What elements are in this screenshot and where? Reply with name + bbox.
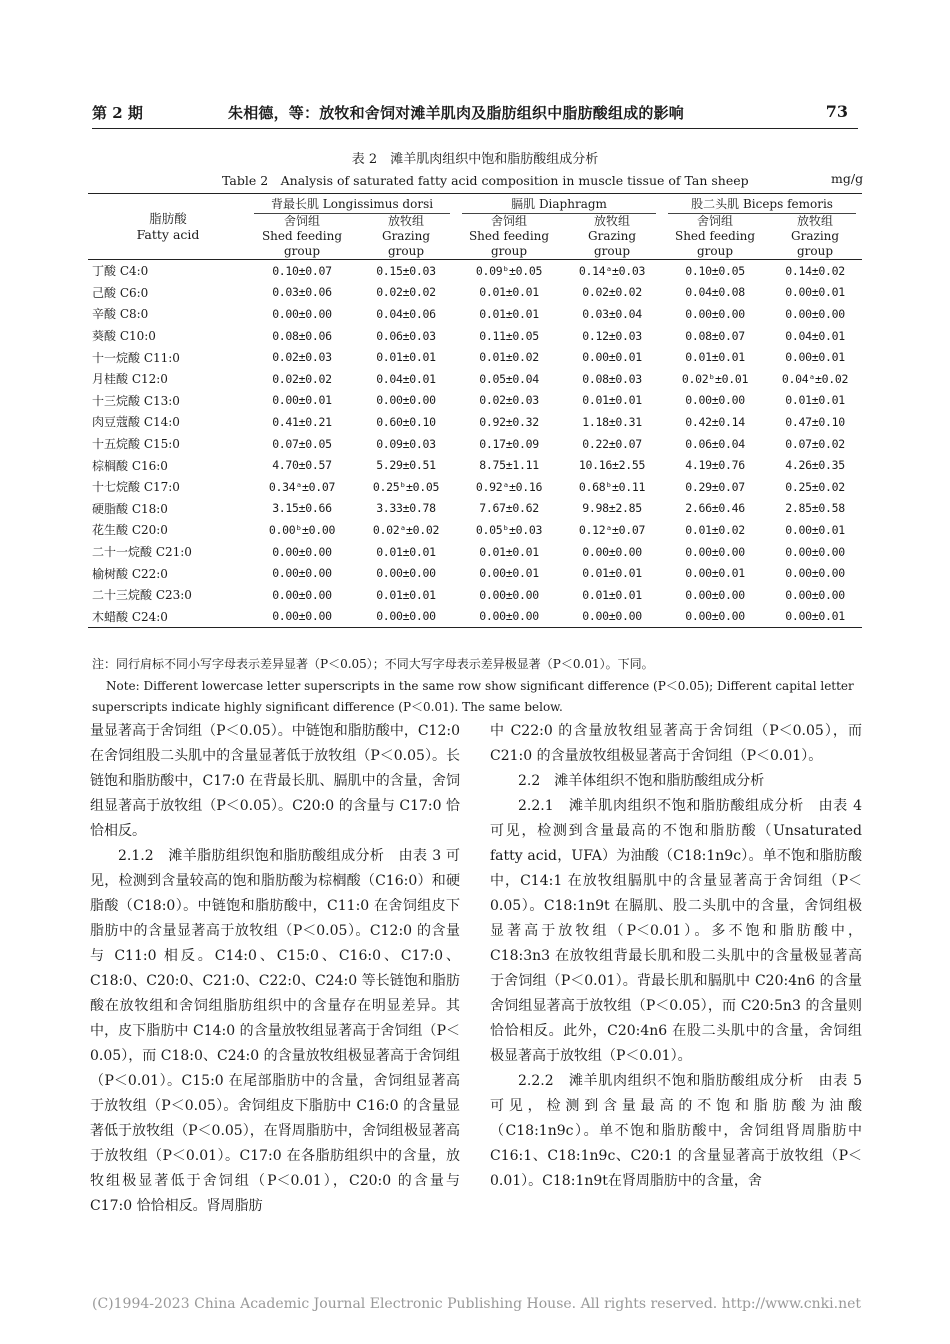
fatty-acid-name: 木蜡酸 C24:0 [88, 606, 248, 628]
body-paragraph: 2.2.2 滩羊肌肉组织不饱和脂肪酸组成分析 由表 5 可见，检测到含量最高的不饱和脂肪酸为油酸（C18:1n9c）。单不饱和脂肪酸中，舍饲组肾周脂肪中 C16:1、C18:1n9c、C20:1 的含量显著高于放牧组（P＜0.01）。C18:1n9t在肾周脂肪中的含量，舍 [490, 1073, 862, 1189]
value-cell: 2.66±0.46 [685, 501, 745, 516]
fatty-acid-name: 十三烷酸 C13:0 [92, 393, 180, 408]
value-cell: 0.01±0.01 [582, 393, 642, 408]
value-cell: 0.00±0.00 [356, 606, 456, 628]
group-header-biceps: 股二头肌 Biceps femoris [662, 194, 862, 215]
table-note-en: Note: Different lowercase letter superscripts in the same row show significant difference (P＜0.05); Different capital letter superscripts indicate highly significant difference (P＜0.01). The same below. [92, 679, 854, 714]
fatty-acid-name: 月桂酸 C12:0 [92, 372, 168, 387]
value-cell: 0.25±0.02 [785, 479, 845, 494]
value-cell: 0.04±0.01 [376, 371, 436, 386]
value-cell: 0.10±0.07 [272, 263, 332, 278]
value-cell: 0.00±0.00 [456, 606, 562, 628]
value-cell: 0.14ᵃ±0.03 [578, 263, 646, 278]
body-paragraph: 中 C22:0 的含量放牧组显著高于舍饲组（P＜0.05），而 C21:0 的含量放牧组极显著高于舍饲组（P＜0.01）。 [490, 723, 862, 764]
body-column-left [90, 719, 460, 1219]
value-cell: 0.00±0.00 [685, 306, 745, 321]
value-cell: 0.09±0.03 [376, 436, 436, 451]
value-cell: 0.04±0.08 [685, 285, 745, 300]
value-cell: 0.34ᵃ±0.07 [268, 479, 336, 494]
body-paragraph: 2.2 滩羊体组织不饱和脂肪酸组成分析 [518, 773, 765, 789]
subheader-3: 放牧组 Grazing group [562, 214, 662, 260]
body-paragraph: 量显著高于舍饲组（P＜0.05）。中链饱和脂肪酸中，C12:0 在舍饲组股二头肌中的含量显著低于放牧组（P＜0.05）。长链饱和脂肪酸中，C17:0 在背最长肌、膈肌中的含量，舍饲组显著高于放牧组（P＜0.05）。C20:0 的含量与 C17:0 恰恰相反。 [90, 723, 460, 839]
value-cell: 0.00±0.00 [785, 587, 845, 602]
table-note-cn: 注：同行肩标不同小写字母表示差异显著（P＜0.05）；不同大写字母表示差异极显著（P＜0.01）。下同。 [92, 657, 654, 671]
value-cell: 0.00±0.01 [685, 566, 745, 581]
value-cell: 0.02ᵇ±0.01 [681, 371, 749, 386]
value-cell: 0.01±0.02 [685, 522, 745, 537]
value-cell: 0.00ᵇ±0.00 [268, 522, 336, 537]
table-row [88, 454, 862, 476]
value-cell: 0.08±0.07 [685, 328, 745, 343]
table-caption-cn: 表 2 滩羊肌肉组织中饱和脂肪酸组成分析 [351, 152, 599, 167]
value-cell: 0.01±0.01 [479, 544, 539, 559]
value-cell: 0.00±0.00 [785, 566, 845, 581]
value-cell: 0.00±0.01 [785, 522, 845, 537]
value-cell: 0.01±0.01 [479, 285, 539, 300]
value-cell: 0.00±0.00 [272, 566, 332, 581]
value-cell: 0.06±0.03 [376, 328, 436, 343]
value-cell: 0.00±0.00 [376, 393, 436, 408]
value-cell: 3.15±0.66 [272, 501, 332, 516]
value-cell: 0.14±0.02 [785, 263, 845, 278]
table-caption-en: Table 2 Analysis of saturated fatty acid composition in muscle tissue of Tan sheep [222, 173, 749, 188]
value-cell: 0.68ᵇ±0.11 [578, 479, 646, 494]
value-cell: 0.60±0.10 [376, 414, 436, 429]
fatty-acid-name: 十七烷酸 C17:0 [92, 480, 180, 495]
value-cell: 0.01±0.01 [582, 587, 642, 602]
value-cell: 0.00±0.00 [662, 606, 768, 628]
subheader-4: 舍饲组 Shed feeding group [662, 214, 768, 260]
value-cell: 8.75±1.11 [479, 458, 539, 473]
subheader-0: 舍饲组 Shed feeding group [248, 214, 356, 260]
running-header [92, 98, 858, 128]
value-cell: 0.00±0.00 [685, 587, 745, 602]
table-row [88, 390, 862, 412]
table-row [88, 303, 862, 325]
body-paragraph: 2.1.2 滩羊脂肪组织饱和脂肪酸组成分析 由表 3 可见，检测到含量较高的饱和脂肪酸为棕榈酸（C16:0）和硬脂酸（C18:0）。中链饱和脂肪酸中，C11:0 在舍饲组皮下脂肪中的含量显著高于放牧组（P＜0.05）。C12:0 的含量与 C11:0 相反。C14:0、C15:0、C16:0、C17:0、C18:0、C20:0、C21:0、C22:0、C24:0 等长链饱和脂肪酸在放牧组和舍饲组脂肪组织中的含量存在明显差异。其中，皮下脂肪中 C14:0 的含量放牧组显著高于舍饲组（P＜0.05），而 C18:0、C24:0 的含量放牧组极显著高于舍饲组（P＜0.01）。C15:0 在尾部脂肪中的含量，舍饲组显著高于放牧组（P＜0.05）。舍饲组皮下脂肪中 C16:0 的含量显著低于放牧组（P＜0.05），在肾周脂肪中，舍饲组极显著高于放牧组（P＜0.01）。C17:0 在各脂肪组织中的含量，放牧组极显著低于舍饲组（P＜0.01），C20:0 的含量与 C17:0 恰恰相反。肾周脂肪 [90, 848, 460, 1214]
value-cell: 0.11±0.05 [479, 328, 539, 343]
value-cell: 0.01±0.02 [479, 350, 539, 365]
fatty-acid-name: 花生酸 C20:0 [92, 523, 168, 538]
fatty-acid-name: 葵酸 C10:0 [92, 329, 156, 344]
value-cell: 0.15±0.03 [376, 263, 436, 278]
value-cell: 0.01±0.01 [376, 350, 436, 365]
value-cell: 0.00±0.01 [768, 606, 862, 628]
value-cell: 0.01±0.01 [785, 393, 845, 408]
value-cell: 0.02±0.02 [582, 285, 642, 300]
group-header-diaphragm: 膈肌 Diaphragm [456, 194, 662, 215]
value-cell: 0.02±0.02 [272, 371, 332, 386]
value-cell: 0.00±0.01 [479, 566, 539, 581]
value-cell: 0.00±0.00 [376, 566, 436, 581]
table-unit: mg/g [831, 171, 864, 186]
value-cell: 4.26±0.35 [785, 458, 845, 473]
value-cell: 7.67±0.62 [479, 501, 539, 516]
page-number: 73 [825, 102, 848, 121]
value-cell: 0.01±0.01 [479, 306, 539, 321]
fatty-acid-name: 己酸 C6:0 [92, 285, 149, 300]
value-cell: 4.19±0.76 [685, 458, 745, 473]
subheader-1: 放牧组 Grazing group [356, 214, 456, 260]
copyright-footer: (C)1994-2023 China Academic Journal Electronic Publishing House. All rights reserved. http://www.cnki.net [92, 1296, 862, 1312]
value-cell: 2.85±0.58 [785, 501, 845, 516]
value-cell: 0.04±0.01 [785, 328, 845, 343]
value-cell: 0.07±0.02 [785, 436, 845, 451]
issue-number: 第 2 期 [92, 104, 143, 122]
value-cell: 0.00±0.01 [272, 393, 332, 408]
value-cell: 4.70±0.57 [272, 458, 332, 473]
running-title: 朱相德，等：放牧和舍饲对滩羊肌肉及脂肪组织中脂肪酸组成的影响 [228, 104, 685, 122]
subheader-5: 放牧组 Grazing group [768, 214, 862, 260]
fatty-acid-name: 硬脂酸 C18:0 [92, 501, 168, 516]
value-cell: 0.92ᵃ±0.16 [475, 479, 543, 494]
value-cell: 0.41±0.21 [272, 414, 332, 429]
table-row [88, 260, 862, 282]
table-row [88, 476, 862, 498]
table-row [88, 411, 862, 433]
subheader-2: 舍饲组 Shed feeding group [456, 214, 562, 260]
fatty-acid-name: 十一烷酸 C11:0 [92, 350, 180, 365]
value-cell: 10.16±2.55 [578, 458, 646, 473]
value-cell: 0.01±0.01 [376, 544, 436, 559]
value-cell: 0.00±0.00 [272, 587, 332, 602]
value-cell: 0.00±0.01 [785, 350, 845, 365]
group-header-longissimus: 背最长肌 Longissimus dorsi [248, 194, 456, 215]
value-cell: 0.00±0.00 [248, 606, 356, 628]
value-cell: 0.00±0.00 [272, 544, 332, 559]
value-cell: 0.29±0.07 [685, 479, 745, 494]
value-cell: 0.08±0.06 [272, 328, 332, 343]
table-row [88, 584, 862, 606]
body-column-right [490, 719, 862, 1194]
value-cell: 0.06±0.04 [685, 436, 745, 451]
value-cell: 0.92±0.32 [479, 414, 539, 429]
value-cell: 0.25ᵇ±0.05 [372, 479, 440, 494]
fatty-acid-name: 榆树酸 C22:0 [92, 566, 168, 581]
value-cell: 0.01±0.01 [582, 566, 642, 581]
value-cell: 0.05±0.04 [479, 371, 539, 386]
fatty-acid-header: 脂肪酸 Fatty acid [88, 194, 248, 260]
value-cell: 0.10±0.05 [685, 263, 745, 278]
value-cell: 0.08±0.03 [582, 371, 642, 386]
table-row [88, 541, 862, 563]
value-cell: 0.00±0.00 [685, 544, 745, 559]
fatty-acid-name: 肉豆蔻酸 C14:0 [92, 415, 180, 430]
value-cell: 0.00±0.00 [785, 544, 845, 559]
fatty-acid-name: 二十三烷酸 C23:0 [92, 588, 192, 603]
body-paragraph: 2.2.1 滩羊肌肉组织不饱和脂肪酸组成分析 由表 4 可见，检测到含量最高的不饱和脂肪酸（Unsaturated fatty acid，UFA）为油酸（C18:1n9c）。单不饱和脂肪酸中，C14:1 在放牧组膈肌中的含量显著高于舍饲组（P＜0.05）。C18:1n9t 在膈肌、股二头肌中的含量，舍饲组极显著高于放牧组（P＜0.01）。多不饱和脂肪酸中，C18:3n3 在放牧组背最长肌和股二头肌中的含量极显著高于舍饲组（P＜0.01）。背最长肌和膈肌中 C20:4n6 的含量舍饲组显著高于放牧组（P＜0.05），而 C20:5n3 的含量则恰恰相反。此外，C20:4n6 在股二头肌中的含量，舍饲组极显著高于放牧组（P＜0.01）。 [490, 798, 862, 1064]
value-cell: 0.04ᵃ±0.02 [781, 371, 849, 386]
value-cell: 0.07±0.05 [272, 436, 332, 451]
fatty-acid-name: 棕榈酸 C16:0 [92, 458, 168, 473]
table-row [88, 562, 862, 584]
value-cell: 0.12±0.03 [582, 328, 642, 343]
value-cell: 0.05ᵇ±0.03 [475, 522, 543, 537]
value-cell: 9.98±2.85 [582, 501, 642, 516]
value-cell: 0.09ᵇ±0.05 [475, 263, 543, 278]
value-cell: 0.47±0.10 [785, 414, 845, 429]
value-cell: 0.00±0.00 [785, 306, 845, 321]
value-cell: 0.00±0.01 [582, 350, 642, 365]
value-cell: 1.18±0.31 [582, 414, 642, 429]
table-row [88, 498, 862, 520]
table-row [88, 433, 862, 455]
value-cell: 0.00±0.00 [685, 393, 745, 408]
value-cell: 0.03±0.04 [582, 306, 642, 321]
saturated-fatty-acid-table [88, 193, 862, 628]
value-cell: 0.22±0.07 [582, 436, 642, 451]
value-cell: 0.02±0.03 [272, 350, 332, 365]
header-rule [92, 128, 858, 129]
table-row [88, 346, 862, 368]
table-row [88, 606, 862, 628]
value-cell: 0.02±0.02 [376, 285, 436, 300]
value-cell: 0.00±0.01 [785, 285, 845, 300]
value-cell: 0.01±0.01 [376, 587, 436, 602]
value-cell: 0.02±0.03 [479, 393, 539, 408]
table-row [88, 519, 862, 541]
value-cell: 5.29±0.51 [376, 458, 436, 473]
value-cell: 0.00±0.00 [272, 306, 332, 321]
value-cell: 0.03±0.06 [272, 285, 332, 300]
value-cell: 0.02ᵃ±0.02 [372, 522, 440, 537]
value-cell: 3.33±0.78 [376, 501, 436, 516]
value-cell: 0.04±0.06 [376, 306, 436, 321]
table-row [88, 325, 862, 347]
fatty-acid-name: 辛酸 C8:0 [92, 307, 149, 322]
table-row [88, 282, 862, 304]
value-cell: 0.00±0.00 [582, 544, 642, 559]
fatty-acid-name: 二十一烷酸 C21:0 [92, 545, 192, 560]
table-row [88, 368, 862, 390]
value-cell: 0.00±0.00 [562, 606, 662, 628]
fatty-acid-name: 丁酸 C4:0 [92, 264, 149, 279]
value-cell: 0.17±0.09 [479, 436, 539, 451]
value-cell: 0.00±0.00 [479, 587, 539, 602]
value-cell: 0.42±0.14 [685, 414, 745, 429]
fatty-acid-name: 十五烷酸 C15:0 [92, 437, 180, 452]
value-cell: 0.12ᵃ±0.07 [578, 522, 646, 537]
value-cell: 0.01±0.01 [685, 350, 745, 365]
